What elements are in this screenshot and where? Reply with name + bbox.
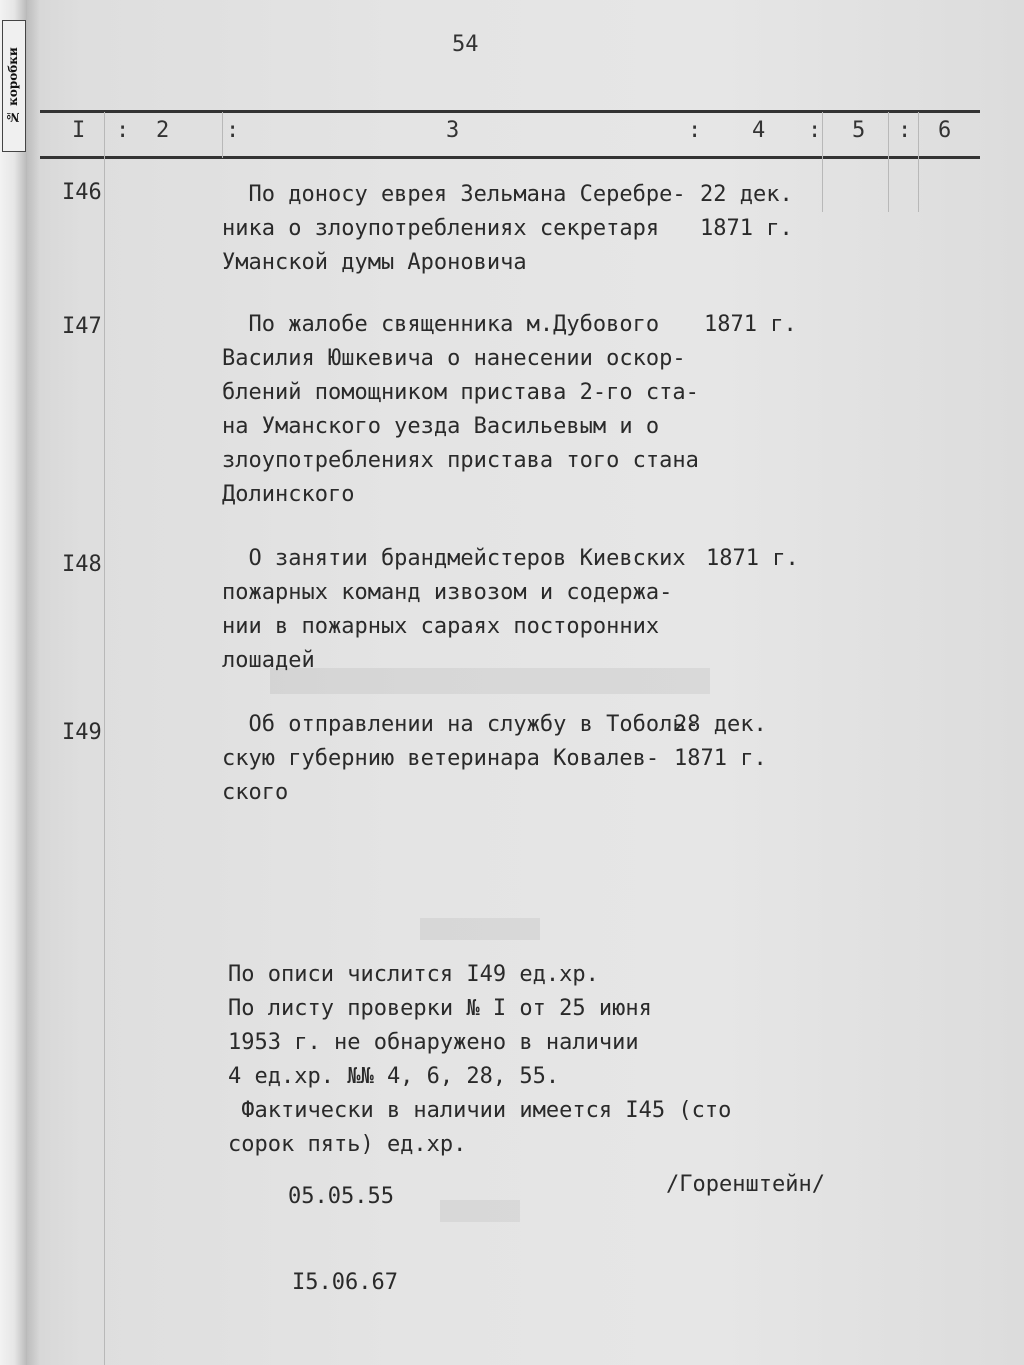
page-number: 54 [452,32,479,57]
column-header-4: 4 [752,118,766,143]
column-header-6: 6 [938,118,952,143]
column-separator: : [688,118,702,143]
binding-strip [0,0,27,1365]
column-header-5: 5 [852,118,866,143]
bleed-through-band [440,1200,520,1222]
row-date: 1871 г. [706,546,799,571]
row-number: I46 [62,180,102,205]
column-header-1: I [72,118,86,143]
column-divider [918,112,919,212]
column-separator: : [808,118,822,143]
row-number: I47 [62,314,102,339]
column-separator: : [226,118,240,143]
page-edge-shadow [26,0,40,1365]
column-header-2: 2 [156,118,170,143]
row-number: I49 [62,720,102,745]
row-title: Об отправлении на службу в Тоболь- скую губернию ветеринара Ковалев- ского [222,712,699,805]
signature-date: I5.06.67 [292,1270,398,1295]
signature-date: 05.05.55 [288,1184,394,1209]
column-divider [888,112,889,212]
row-title: О занятии брандмейстеров Киевских пожарных команд извозом и содержа- нии в пожарных сараях посторонних лошадей [222,546,686,673]
row-number: I48 [62,552,102,577]
column-header-3: 3 [446,118,460,143]
row-date: 28 дек. 1871 г. [674,712,767,771]
column-separator: : [898,118,912,143]
binding-label: № коробки [2,20,26,152]
row-date: 22 дек. 1871 г. [700,182,793,241]
column-divider [104,112,105,1365]
inventory-summary: По описи числится I49 ед.хр. По листу проверки № I от 25 июня 1953 г. не обнаружено в наличии 4 ед.хр. №№ 4, 6, 28, 55. Фактически в наличии имеется I45 (сто сорок пять) ед.хр. [228,962,732,1157]
table-header-bottom-rule [40,156,980,159]
column-separator: : [116,118,130,143]
row-date: 1871 г. [704,312,797,337]
row-title: По доносу еврея Зельмана Серебре- ника о злоупотреблениях секретаря Уманской думы Ароновича [222,182,686,275]
bleed-through-band [420,918,540,940]
row-title: По жалобе священника м.Дубового Василия Юшкевича о нанесении оскор- блений помощником пристава 2-го ста- на Уманского уезда Васильевым и о злоупотреблениях пристава того стана Долинского [222,312,699,507]
signature: /Горенштейн/ [666,1172,825,1197]
table-header-top-rule [40,110,980,113]
column-divider [222,112,223,158]
